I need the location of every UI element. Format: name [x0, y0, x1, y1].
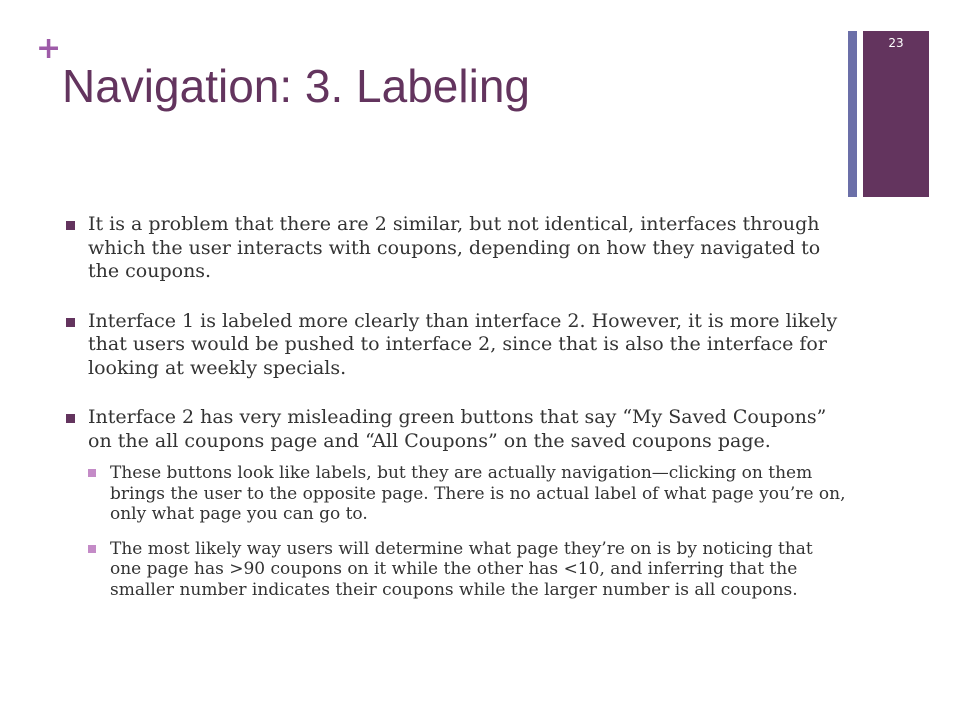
accent-bar-thin: [848, 31, 857, 197]
square-bullet-icon: [66, 414, 75, 423]
bullet-text: It is a problem that there are 2 similar, but not identical, interfaces through which the user interacts with coupons, depending on how they navigated to the coupons.: [88, 213, 821, 282]
sub-bullet-item: [88, 463, 846, 525]
bullet-list: [66, 213, 846, 614]
sub-bullet-text: These buttons look like labels, but they are actually navigation—clicking on them brings the user to the opposite page. There is no actual label of what page you’re on, only what page you can go to.: [110, 463, 846, 524]
bullet-item: [66, 406, 846, 453]
square-bullet-icon: [66, 318, 75, 327]
plus-decoration-icon: +: [36, 31, 62, 66]
square-bullet-icon: [66, 221, 75, 230]
bullet-item: [66, 310, 846, 381]
bullet-item: [66, 213, 846, 284]
accent-bar: [863, 31, 929, 197]
slide-title: Navigation: 3. Labeling: [62, 60, 530, 112]
sub-bullet-text: The most likely way users will determine what page they’re on is by noticing that one page has >90 coupons on it while the other has <10, and inferring that the smaller number indicates their coupons while the larger number is all coupons.: [110, 538, 813, 600]
bullet-text: Interface 1 is labeled more clearly than interface 2. However, it is more likely that users would be pushed to interface 2, since that is also the interface for looking at weekly specials.: [88, 309, 838, 379]
square-sub-bullet-icon: [88, 469, 96, 477]
slide-number: 23: [888, 36, 904, 50]
square-sub-bullet-icon: [88, 545, 96, 553]
sub-bullet-item: [88, 539, 846, 601]
bullet-text: Interface 2 has very misleading green buttons that say “My Saved Coupons” on the all coupons page and “All Coupons” on the saved coupons page.: [88, 406, 827, 452]
